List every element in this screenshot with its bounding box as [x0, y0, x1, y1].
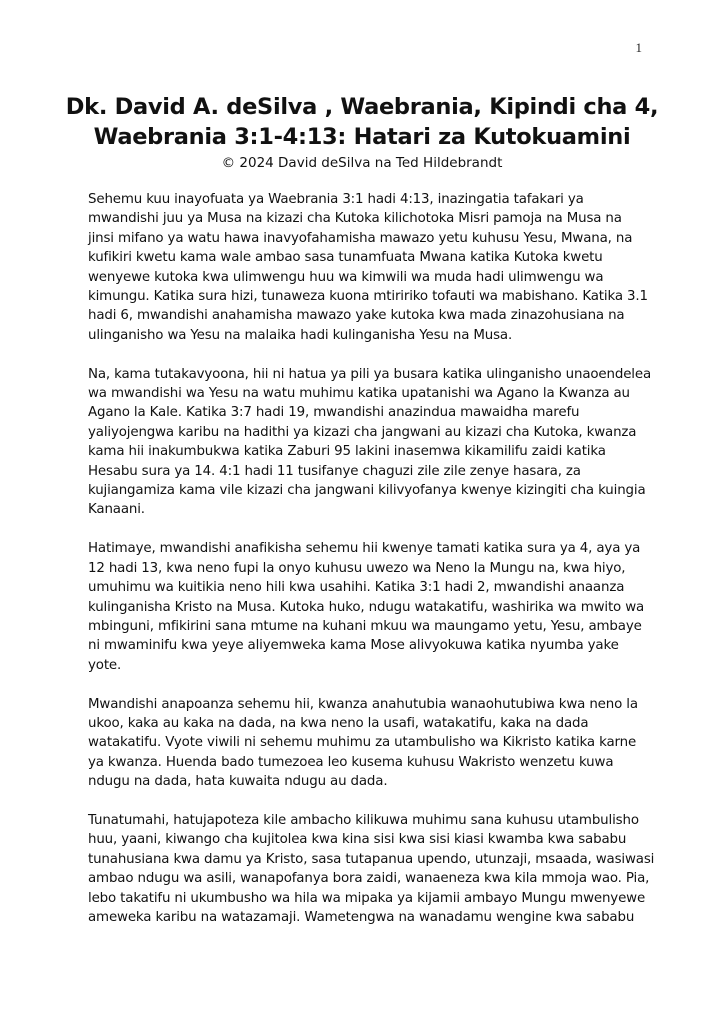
text-line: Na, kama tutakavyoona, hii ni hatua ya pili ya busara katika ulinganisho unaoendelea [88, 366, 652, 382]
text-line: ulinganisho wa Yesu na malaika hadi kulinganisha Yesu na Musa. [88, 327, 513, 343]
text-line: Agano la Kale. Katika 3:7 hadi 19, mwandishi anazindua mawaidha marefu [88, 405, 580, 421]
text-line: Hesabu sura ya 14. 4:1 hadi 11 tusifanye chaguzi zile zile zenye hasara, za [88, 463, 581, 479]
text-line: Tunatumahi, hatujapoteza kile ambacho kilikuwa muhimu sana kuhusu utambulisho [88, 812, 639, 828]
text-line: kimungu. Katika sura hizi, tunaweza kuona mtiririko tofauti wa mabishano. Katika 3.1 [88, 289, 648, 305]
paragraph-1 [88, 190, 648, 345]
text-line: wa mwandishi wa Yesu na watu muhimu katika upatanishi wa Agano la Kwanza au [88, 386, 630, 402]
paragraph-2 [88, 365, 652, 520]
text-line: Hatimaye, mwandishi anafikisha sehemu hii kwenye tamati katika sura ya 4, aya ya [88, 541, 641, 557]
text-line: watakatifu. Vyote viwili ni sehemu muhimu za utambulisho wa Kikristo katika karne [88, 735, 637, 751]
text-line: Kanaani. [88, 502, 145, 518]
text-line: kulinganisha Kristo na Musa. Kutoka huko, ndugu watakatifu, washirika wa mwito wa [88, 599, 645, 615]
page-number: 1 [635, 40, 642, 55]
text-line: ameweka karibu na watazamaji. Wametengwa na wanadamu wengine kwa sababu [88, 909, 635, 925]
text-line: lebo takatifu ni ukumbusho wa hila wa mipaka ya kijamii ambayo Mungu mwenyewe [88, 890, 646, 906]
paragraph-3 [88, 539, 648, 675]
paragraph-5 [88, 811, 655, 927]
text-line: ya kwanza. Huenda bado tumezoea leo kusema kuhusu Wakristo wenzetu kuwa [88, 754, 614, 770]
text-line: kujiangamiza kama vile kizazi cha jangwani kilivyofanya kwenye kizingiti cha kuingia [88, 483, 646, 499]
text-line: ukoo, kaka au kaka na dada, na kwa neno la usafi, watakatifu, kaka na dada [88, 715, 589, 731]
paragraph-4 [88, 695, 648, 792]
text-line: wenyewe kutoka kwa ulimwengu huu wa kimwili wa muda hadi ulimwengu wa [88, 269, 604, 285]
text-line: jinsi mifano ya watu hawa inavyofahamisha mawazo yetu kuhusu Yesu, Mwana, na [88, 230, 633, 246]
text-line: hadi 6, mwandishi anahamisha mawazo yake kutoka kwa mada zinazohusiana na [88, 308, 625, 324]
title-block [0, 92, 724, 174]
text-line: umuhimu wa kuitikia neno hili kwa usahihi. Katika 3:1 hadi 2, mwandishi anaanza [88, 580, 625, 596]
text-line: ndugu na dada, hata kuwaita ndugu au dada. [88, 774, 388, 790]
document-title-line-2: Waebrania 3:1-4:13: Hatari za Kutokuamini [93, 124, 631, 150]
text-line: 12 hadi 13, kwa neno fupi la onyo kuhusu uwezo wa Neno la Mungu na, kwa hiyo, [88, 560, 626, 576]
text-line: kama hii inakumbukwa katika Zaburi 95 lakini inasemwa kikamilifu zaidi katika [88, 444, 606, 460]
document-body [88, 190, 655, 947]
text-line: ambao ndugu wa asili, wanapofanya bora zaidi, wanaeneza kwa kila mmoja wao. Pia, [88, 871, 650, 887]
text-line: tunahusiana kwa damu ya Kristo, sasa tutapanua upendo, utunzaji, msaada, wasiwasi [88, 851, 655, 867]
text-line: yaliyojengwa karibu na hadithi ya kizazi cha jangwani au kizazi cha Kutoka, kwanza [88, 424, 637, 440]
copyright-notice: © 2024 David deSilva na Ted Hildebrandt [221, 155, 503, 171]
text-line: mwandishi juu ya Musa na kizazi cha Kutoka kilichotoka Misri pamoja na Musa na [88, 211, 622, 227]
text-line: Mwandishi anapoanza sehemu hii, kwanza anahutubia wanaohutubiwa kwa neno la [88, 696, 638, 712]
text-line: mbinguni, mfikirini sana mtume na kuhani mkuu wa maungamo yetu, Yesu, ambaye [88, 618, 642, 634]
text-line: ni mwaminifu kwa yeye aliyemweka kama Mose alivyokuwa katika nyumba yake [88, 638, 619, 654]
text-line: huu, yaani, kiwango cha kujitolea kwa kina sisi kwa sisi kiasi kwamba kwa sababu [88, 832, 627, 848]
text-line: kufikiri kwetu kama wale ambao sasa tunamfuata Mwana katika Kutoka kwetu [88, 250, 603, 266]
text-line: yote. [88, 657, 122, 673]
document-title-line-1: Dk. David A. deSilva , Waebrania, Kipindi cha 4, [65, 94, 659, 120]
text-line: Sehemu kuu inayofuata ya Waebrania 3:1 hadi 4:13, inazingatia tafakari ya [88, 192, 584, 207]
